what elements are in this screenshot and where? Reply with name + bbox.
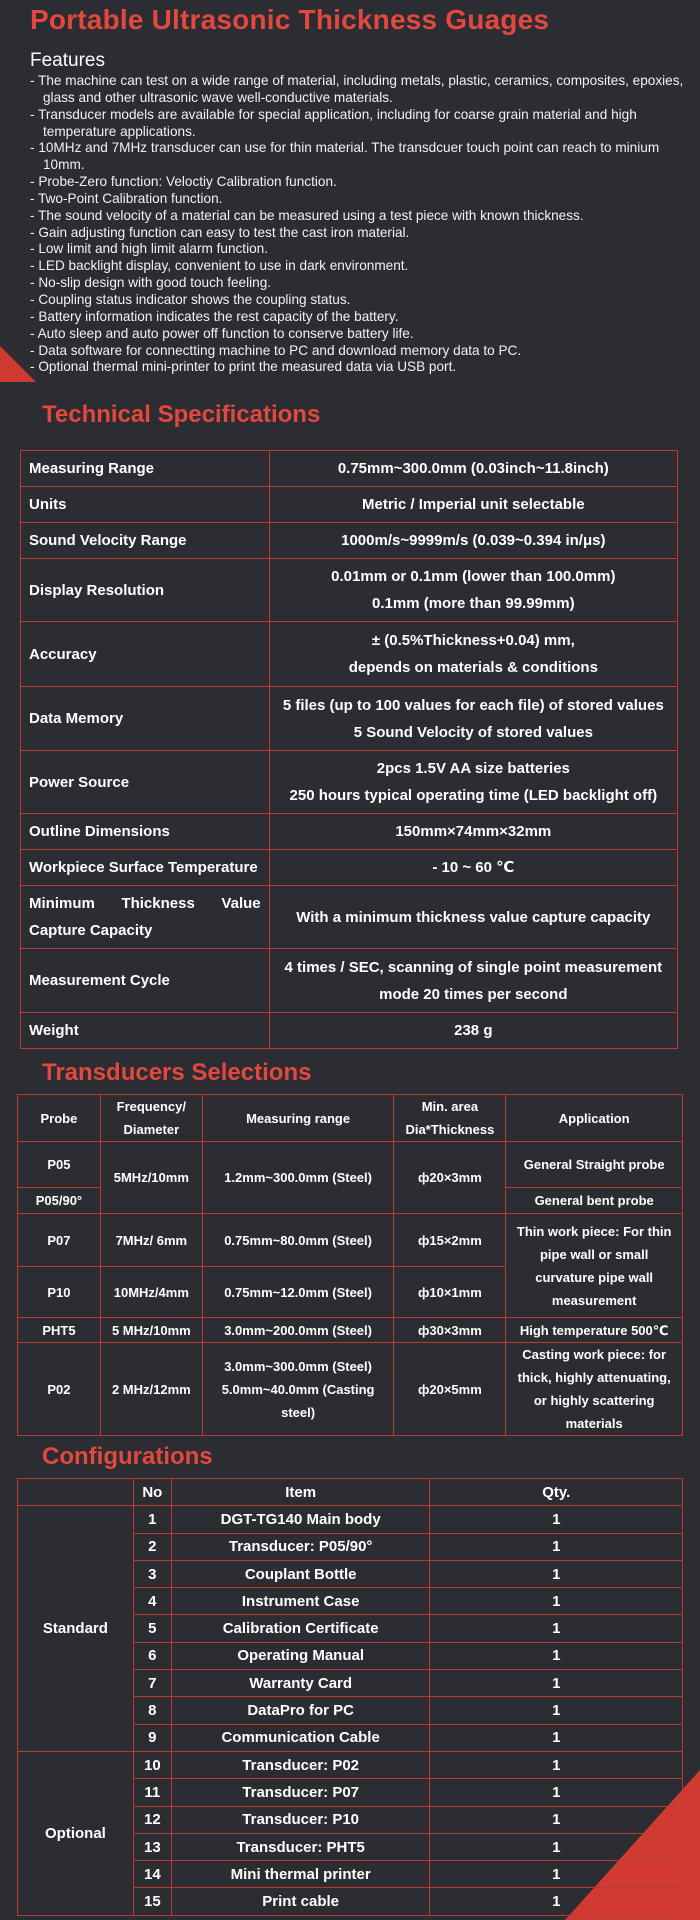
spec-value: 0.01mm or 0.1mm (lower than 100.0mm) 0.1mm (more than 99.99mm)	[269, 559, 677, 622]
specs-table	[20, 450, 678, 1049]
feature-item: - Transducer models are available for special application, including for coarse grain material and high temperature applications.	[30, 107, 700, 141]
item-cell: Warranty Card	[171, 1670, 430, 1697]
feature-item: - Coupling status indicator shows the coupling status.	[30, 292, 700, 309]
feature-item: - Gain adjusting function can easy to test the cast iron material.	[30, 225, 700, 242]
item-cell: Transducer: P10	[171, 1806, 430, 1833]
features-heading: Features	[30, 50, 105, 71]
spec-label: Units	[21, 487, 270, 523]
qty-cell: 1	[430, 1615, 683, 1642]
min-area-cell: ф20×3mm	[394, 1142, 506, 1214]
col-header-group	[18, 1479, 134, 1506]
frequency-cell: 10MHz/4mm	[100, 1267, 202, 1318]
table-row	[18, 1506, 683, 1533]
feature-item: - LED backlight display, convenient to use in dark environment.	[30, 258, 700, 275]
spec-label: Minimum Thickness Value Capture Capacity	[21, 886, 270, 949]
transducers-title: Transducers Selections	[42, 1059, 312, 1086]
frequency-cell: 2 MHz/12mm	[100, 1343, 202, 1436]
feature-item: - The sound velocity of a material can be measured using a test piece with known thickness.	[30, 208, 700, 225]
spec-label: Sound Velocity Range	[21, 523, 270, 559]
spec-row	[21, 949, 678, 1013]
table-header-row	[18, 1095, 683, 1142]
no-cell: 1	[133, 1506, 171, 1533]
item-cell: DGT-TG140 Main body	[171, 1506, 430, 1533]
feature-item: - Data software for connectting machine to PC and download memory data to PC.	[30, 343, 700, 360]
item-cell: Calibration Certificate	[171, 1615, 430, 1642]
item-cell: Instrument Case	[171, 1588, 430, 1615]
item-cell: Operating Manual	[171, 1642, 430, 1669]
qty-cell: 1	[430, 1642, 683, 1669]
item-cell: Mini thermal printer	[171, 1861, 430, 1888]
spec-row	[21, 451, 678, 487]
qty-cell: 1	[430, 1697, 683, 1724]
qty-cell: 1	[430, 1724, 683, 1751]
no-cell: 13	[133, 1833, 171, 1860]
col-header-item: Item	[171, 1479, 430, 1506]
group-standard: Standard	[18, 1506, 134, 1752]
col-header-probe: Probe	[18, 1095, 101, 1142]
no-cell: 7	[133, 1670, 171, 1697]
feature-item: - Auto sleep and auto power off function to conserve battery life.	[30, 326, 700, 343]
spec-row	[21, 559, 678, 622]
item-cell: Transducer: P02	[171, 1751, 430, 1778]
spec-label: Workpiece Surface Temperature	[21, 850, 270, 886]
range-cell: 0.75mm~12.0mm (Steel)	[202, 1267, 394, 1318]
application-cell: General Straight probe	[506, 1142, 683, 1188]
qty-cell: 1	[430, 1806, 683, 1833]
qty-cell: 1	[430, 1779, 683, 1806]
min-area-cell: ф10×1mm	[394, 1267, 506, 1318]
spec-value: 2pcs 1.5V AA size batteries 250 hours typical operating time (LED backlight off)	[269, 751, 677, 814]
col-header-frequency: Frequency/ Diameter	[100, 1095, 202, 1142]
qty-cell: 1	[430, 1751, 683, 1778]
no-cell: 11	[133, 1779, 171, 1806]
application-cell: High temperature 500℃	[506, 1318, 683, 1343]
probe-cell: PHT5	[18, 1318, 101, 1343]
qty-cell: 1	[430, 1533, 683, 1560]
col-header-qty: Qty.	[430, 1479, 683, 1506]
probe-cell: P07	[18, 1214, 101, 1267]
feature-item: - Two-Point Calibration function.	[30, 191, 700, 208]
no-cell: 4	[133, 1588, 171, 1615]
spec-label: Weight	[21, 1013, 270, 1049]
qty-cell: 1	[430, 1506, 683, 1533]
min-area-cell: ф20×5mm	[394, 1343, 506, 1436]
col-header-application: Application	[506, 1095, 683, 1142]
spec-value: 238 g	[269, 1013, 677, 1049]
spec-value: 0.75mm~300.0mm (0.03inch~11.8inch)	[269, 451, 677, 487]
no-cell: 15	[133, 1888, 171, 1915]
frequency-cell: 5MHz/10mm	[100, 1142, 202, 1214]
spec-row	[21, 814, 678, 850]
application-cell: Thin work piece: For thin pipe wall or small curvature pipe wall measurement	[506, 1214, 683, 1318]
no-cell: 10	[133, 1751, 171, 1778]
spec-label: Measuring Range	[21, 451, 270, 487]
no-cell: 2	[133, 1533, 171, 1560]
spec-value: 5 files (up to 100 values for each file) of stored values 5 Sound Velocity of stored values	[269, 687, 677, 751]
spec-row	[21, 523, 678, 559]
configurations-title: Configurations	[42, 1443, 213, 1470]
min-area-cell: ф15×2mm	[394, 1214, 506, 1267]
spec-value: With a minimum thickness value capture capacity	[269, 886, 677, 949]
group-optional: Optional	[18, 1751, 134, 1915]
table-row	[18, 1318, 683, 1343]
spec-row	[21, 751, 678, 814]
item-cell: DataPro for PC	[171, 1697, 430, 1724]
no-cell: 6	[133, 1642, 171, 1669]
feature-item: - Battery information indicates the rest capacity of the battery.	[30, 309, 700, 326]
spec-row	[21, 850, 678, 886]
spec-value: - 10 ~ 60 ℃	[269, 850, 677, 886]
spec-label: Measurement Cycle	[21, 949, 270, 1013]
spec-label: Outline Dimensions	[21, 814, 270, 850]
feature-item: - Low limit and high limit alarm function.	[30, 241, 700, 258]
features-list	[30, 73, 700, 376]
probe-cell: P10	[18, 1267, 101, 1318]
qty-cell: 1	[430, 1670, 683, 1697]
range-cell: 3.0mm~200.0mm (Steel)	[202, 1318, 394, 1343]
qty-cell: 1	[430, 1588, 683, 1615]
table-header-row	[18, 1479, 683, 1506]
range-cell: 0.75mm~80.0mm (Steel)	[202, 1214, 394, 1267]
qty-cell: 1	[430, 1560, 683, 1587]
spec-label: Display Resolution	[21, 559, 270, 622]
feature-item: - No-slip design with good touch feeling.	[30, 275, 700, 292]
application-cell: Casting work piece: for thick, highly attenuating, or highly scattering materials	[506, 1343, 683, 1436]
spec-label: Power Source	[21, 751, 270, 814]
qty-cell: 1	[430, 1833, 683, 1860]
application-cell: General bent probe	[506, 1188, 683, 1214]
no-cell: 3	[133, 1560, 171, 1587]
no-cell: 5	[133, 1615, 171, 1642]
table-row	[18, 1343, 683, 1436]
item-cell: Communication Cable	[171, 1724, 430, 1751]
spec-row	[21, 886, 678, 949]
spec-value: 1000m/s~9999m/s (0.039~0.394 in/μs)	[269, 523, 677, 559]
min-area-cell: ф30×3mm	[394, 1318, 506, 1343]
item-cell: Transducer: PHT5	[171, 1833, 430, 1860]
no-cell: 8	[133, 1697, 171, 1724]
frequency-cell: 5 MHz/10mm	[100, 1318, 202, 1343]
table-row	[18, 1142, 683, 1188]
col-header-range: Measuring range	[202, 1095, 394, 1142]
probe-cell: P05/90°	[18, 1188, 101, 1214]
configurations-table	[17, 1478, 683, 1916]
qty-cell: 1	[430, 1861, 683, 1888]
feature-item: - Optional thermal mini-printer to print the measured data via USB port.	[30, 359, 700, 376]
item-cell: Transducer: P05/90°	[171, 1533, 430, 1560]
no-cell: 9	[133, 1724, 171, 1751]
frequency-cell: 7MHz/ 6mm	[100, 1214, 202, 1267]
col-header-no: No	[133, 1479, 171, 1506]
spec-row	[21, 1013, 678, 1049]
no-cell: 12	[133, 1806, 171, 1833]
probe-cell: P02	[18, 1343, 101, 1436]
range-cell: 1.2mm~300.0mm (Steel)	[202, 1142, 394, 1214]
item-cell: Print cable	[171, 1888, 430, 1915]
table-row	[18, 1214, 683, 1267]
item-cell: Couplant Bottle	[171, 1560, 430, 1587]
col-header-min-area: Min. area Dia*Thickness	[394, 1095, 506, 1142]
range-cell: 3.0mm~300.0mm (Steel) 5.0mm~40.0mm (Casting steel)	[202, 1343, 394, 1436]
table-row	[18, 1751, 683, 1778]
feature-item: - Probe-Zero function: Veloctiy Calibration function.	[30, 174, 700, 191]
qty-cell: 1	[430, 1888, 683, 1915]
spec-row	[21, 622, 678, 687]
spec-value: 4 times / SEC, scanning of single point measurement mode 20 times per second	[269, 949, 677, 1013]
specs-title: Technical Specifications	[42, 401, 321, 428]
spec-row	[21, 687, 678, 751]
spec-label: Data Memory	[21, 687, 270, 751]
probe-cell: P05	[18, 1142, 101, 1188]
transducers-table	[17, 1094, 683, 1436]
item-cell: Transducer: P07	[171, 1779, 430, 1806]
spec-row	[21, 487, 678, 523]
feature-item: - 10MHz and 7MHz transducer can use for thin material. The transdcuer touch point can reach to minium 10mm.	[30, 140, 700, 174]
feature-item: - The machine can test on a wide range of material, including metals, plastic, ceramics, composites, epoxies, glass and other ultrasonic wave well-conductive materials.	[30, 73, 700, 107]
spec-value: 150mm×74mm×32mm	[269, 814, 677, 850]
no-cell: 14	[133, 1861, 171, 1888]
page-title: Portable Ultrasonic Thickness Guages	[30, 4, 550, 35]
spec-value: ± (0.5%Thickness+0.04) mm, depends on materials & conditions	[269, 622, 677, 687]
spec-label: Accuracy	[21, 622, 270, 687]
spec-value: Metric / Imperial unit selectable	[269, 487, 677, 523]
